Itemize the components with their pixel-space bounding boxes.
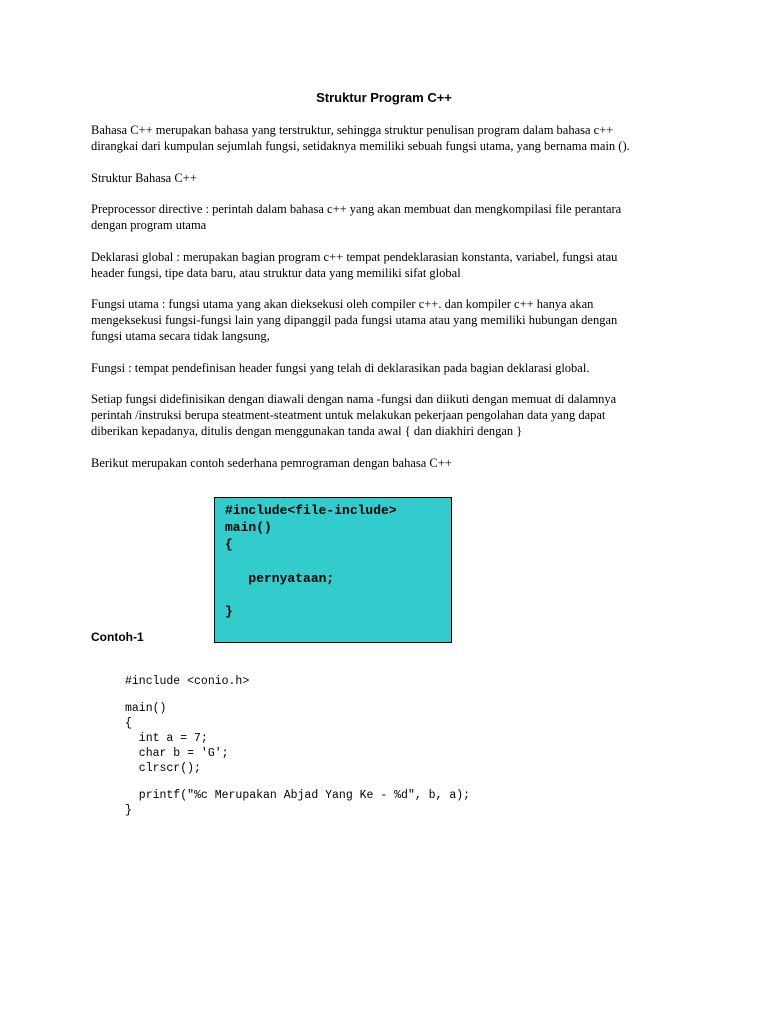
paragraph-main-function — [91, 296, 681, 344]
code-line: } — [125, 804, 132, 817]
code-line: } — [225, 604, 233, 619]
code-line: #include <conio.h> — [125, 675, 250, 688]
paragraph-line: Setiap fungsi didefinisikan dengan diawali dengan nama -fungsi dan diikuti dengan memuat di dalamnya — [91, 392, 617, 406]
paragraph-line: diberikan kepadanya, ditulis dengan menggunakan tanda awal { dan diakhiri dengan } — [91, 424, 523, 438]
paragraph-line: header fungsi, tipe data baru, atau struktur data yang memiliki sifat global — [91, 266, 461, 280]
paragraph-line: mengeksekusi fungsi-fungsi lain yang dipanggil pada fungsi utama atau yang memiliki hubungan dengan — [91, 313, 618, 327]
paragraph-function — [91, 360, 681, 376]
code-line: printf("%c Merupakan Abjad Yang Ke - %d", b, a); — [125, 789, 471, 802]
code-line: { — [225, 537, 233, 552]
code-line: clrscr(); — [125, 762, 201, 775]
paragraph-function-definition — [91, 391, 681, 439]
paragraph-line: Deklarasi global : merupakan bagian program c++ tempat pendeklarasian konstanta, variabel, fungsi atau — [91, 250, 618, 264]
paragraph-example-intro — [91, 455, 681, 471]
paragraph-global-declaration — [91, 249, 681, 281]
paragraph-line: dengan program utama — [91, 218, 207, 232]
paragraph-line: perintah /instruksi berupa steatment-steatment untuk melakukan pekerjaan pengolahan data yang dapat — [91, 408, 606, 422]
paragraph-line: Berikut merupakan contoh sederhana pemrograman dengan bahasa C++ — [91, 456, 452, 470]
code-line: main() — [125, 702, 167, 715]
example-heading: Contoh-1 — [91, 630, 144, 644]
paragraph-structure-heading — [91, 170, 681, 186]
paragraph-line: Struktur Bahasa C++ — [91, 171, 197, 185]
code-line: { — [125, 717, 132, 730]
paragraph-intro — [91, 122, 681, 154]
paragraph-line: Bahasa C++ merupakan bahasa yang terstruktur, sehingga struktur penulisan program dalam bahasa c++ — [91, 123, 614, 137]
paragraph-line: Fungsi : tempat pendefinisan header fungsi yang telah di deklarasikan pada bagian deklarasi global. — [91, 361, 590, 375]
paragraph-line: Preprocessor directive : perintah dalam bahasa c++ yang akan membuat dan mengkompilasi file perantara — [91, 202, 622, 216]
program-structure-box — [214, 497, 452, 643]
page-title: Struktur Program C++ — [316, 90, 452, 105]
paragraph-preprocessor — [91, 201, 681, 233]
code-line: int a = 7; — [125, 732, 208, 745]
code-line: #include<file-include> — [225, 503, 397, 518]
code-line: pernyataan; — [225, 571, 335, 586]
code-line: main() — [225, 520, 272, 535]
code-line: char b = 'G'; — [125, 747, 229, 760]
paragraph-line: Fungsi utama : fungsi utama yang akan dieksekusi oleh compiler c++. dan kompiler c++ hanya akan — [91, 297, 594, 311]
paragraph-line: dirangkai dari kumpulan sejumlah fungsi, setidaknya memiliki sebuah fungsi utama, yang bernama main (). — [91, 139, 630, 153]
paragraph-line: fungsi utama secara tidak langsung, — [91, 329, 270, 343]
